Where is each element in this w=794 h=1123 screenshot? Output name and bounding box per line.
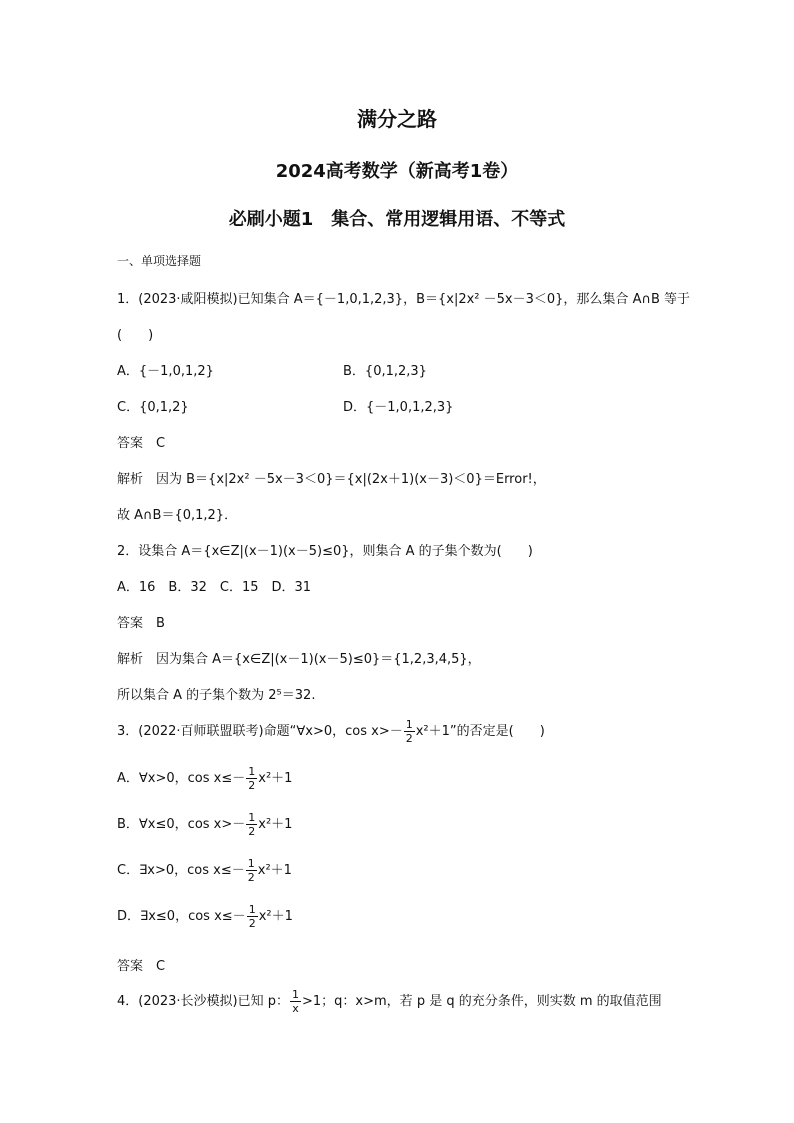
fraction-numerator: 1 bbox=[248, 765, 256, 778]
option-prefix: C．∃x>0，cos x≤－ bbox=[117, 863, 245, 878]
q3-text-before: 3．(2022·百师联盟联考)命题“∀x>0，cos x>－ bbox=[117, 724, 403, 739]
fraction-numerator: 1 bbox=[405, 718, 413, 731]
q3-answer: 答案 C bbox=[117, 959, 166, 974]
q3-text-after: x²＋1”的否定是( ) bbox=[415, 724, 545, 739]
fraction-denominator: 2 bbox=[248, 779, 256, 792]
fraction-numerator: 1 bbox=[248, 811, 256, 824]
q3-option-a bbox=[117, 765, 292, 792]
fraction-numerator: 1 bbox=[248, 903, 256, 916]
q3-text bbox=[117, 718, 545, 745]
option-suffix: x²＋1 bbox=[258, 771, 293, 786]
q1-option-a: A．{－1,0,1,2} bbox=[117, 364, 214, 379]
fraction-denominator: 2 bbox=[405, 732, 413, 745]
q3-fraction bbox=[404, 718, 415, 745]
q2-text: 2．设集合 A＝{x∈Z|(x－1)(x－5)≤0}，则集合 A 的子集个数为( ) bbox=[117, 544, 533, 559]
q1-text: 1．(2023·咸阳模拟)已知集合 A＝{－1,0,1,2,3}，B＝{x|2x² －5x－3＜0}，那么集合 A∩B 等于 bbox=[117, 292, 691, 307]
fraction-numerator: 1 bbox=[292, 988, 300, 1001]
q4-fraction bbox=[290, 988, 301, 1015]
q1-answer: 答案 C bbox=[117, 436, 166, 451]
fraction-numerator: 1 bbox=[247, 857, 255, 870]
q1-option-c: C．{0,1,2} bbox=[117, 400, 189, 415]
q3-option-d bbox=[117, 903, 293, 930]
doc-subtitle: 2024高考数学（新高考1卷） bbox=[275, 161, 519, 182]
q1-analysis-line2: 故 A∩B＝{0,1,2}． bbox=[117, 508, 238, 523]
option-prefix: A．∀x>0，cos x≤－ bbox=[117, 771, 246, 786]
q2-answer: 答案 B bbox=[117, 616, 165, 631]
q2-analysis-line2: 所以集合 A 的子集个数为 2⁵＝32. bbox=[117, 688, 316, 703]
q2-analysis-line1: 解析 因为集合 A＝{x∈Z|(x－1)(x－5)≤0}＝{1,2,3,4,5}， bbox=[117, 652, 481, 667]
q4-text-before: 4．(2023·长沙模拟)已知 p： bbox=[117, 994, 290, 1009]
q1-option-d: D．{－1,0,1,2,3} bbox=[343, 400, 454, 415]
option-fraction bbox=[246, 811, 257, 838]
section-heading: 一、单项选择题 bbox=[117, 254, 202, 268]
q4-text-after: >1；q：x>m，若 p 是 q 的充分条件，则实数 m 的取值范围 bbox=[302, 994, 662, 1009]
option-fraction bbox=[246, 857, 257, 884]
fraction-denominator: 2 bbox=[248, 917, 256, 930]
q3-option-b bbox=[117, 811, 292, 838]
q4-text bbox=[117, 988, 662, 1015]
q1-option-b: B．{0,1,2,3} bbox=[343, 364, 427, 379]
fraction-denominator: 2 bbox=[247, 871, 255, 884]
option-fraction bbox=[247, 903, 258, 930]
fraction-denominator: x bbox=[292, 1002, 299, 1015]
option-suffix: x²＋1 bbox=[258, 817, 293, 832]
option-fraction bbox=[246, 765, 257, 792]
doc-topic: 必刷小题1 集合、常用逻辑用语、不等式 bbox=[228, 209, 566, 230]
option-prefix: B．∀x≤0，cos x>－ bbox=[117, 817, 246, 832]
option-suffix: x²＋1 bbox=[258, 909, 293, 924]
doc-title: 满分之路 bbox=[357, 107, 437, 131]
q1-analysis-line1: 解析 因为 B＝{x|2x² －5x－3＜0}＝{x|(2x＋1)(x－3)＜0}＝Error!， bbox=[117, 472, 546, 487]
q2-options: A．16 B．32 C．15 D．31 bbox=[117, 580, 312, 595]
q1-paren: ( ) bbox=[117, 328, 154, 343]
q3-option-c bbox=[117, 857, 292, 884]
fraction-denominator: 2 bbox=[248, 825, 256, 838]
option-suffix: x²＋1 bbox=[257, 863, 292, 878]
option-prefix: D．∃x≤0，cos x≤－ bbox=[117, 909, 246, 924]
